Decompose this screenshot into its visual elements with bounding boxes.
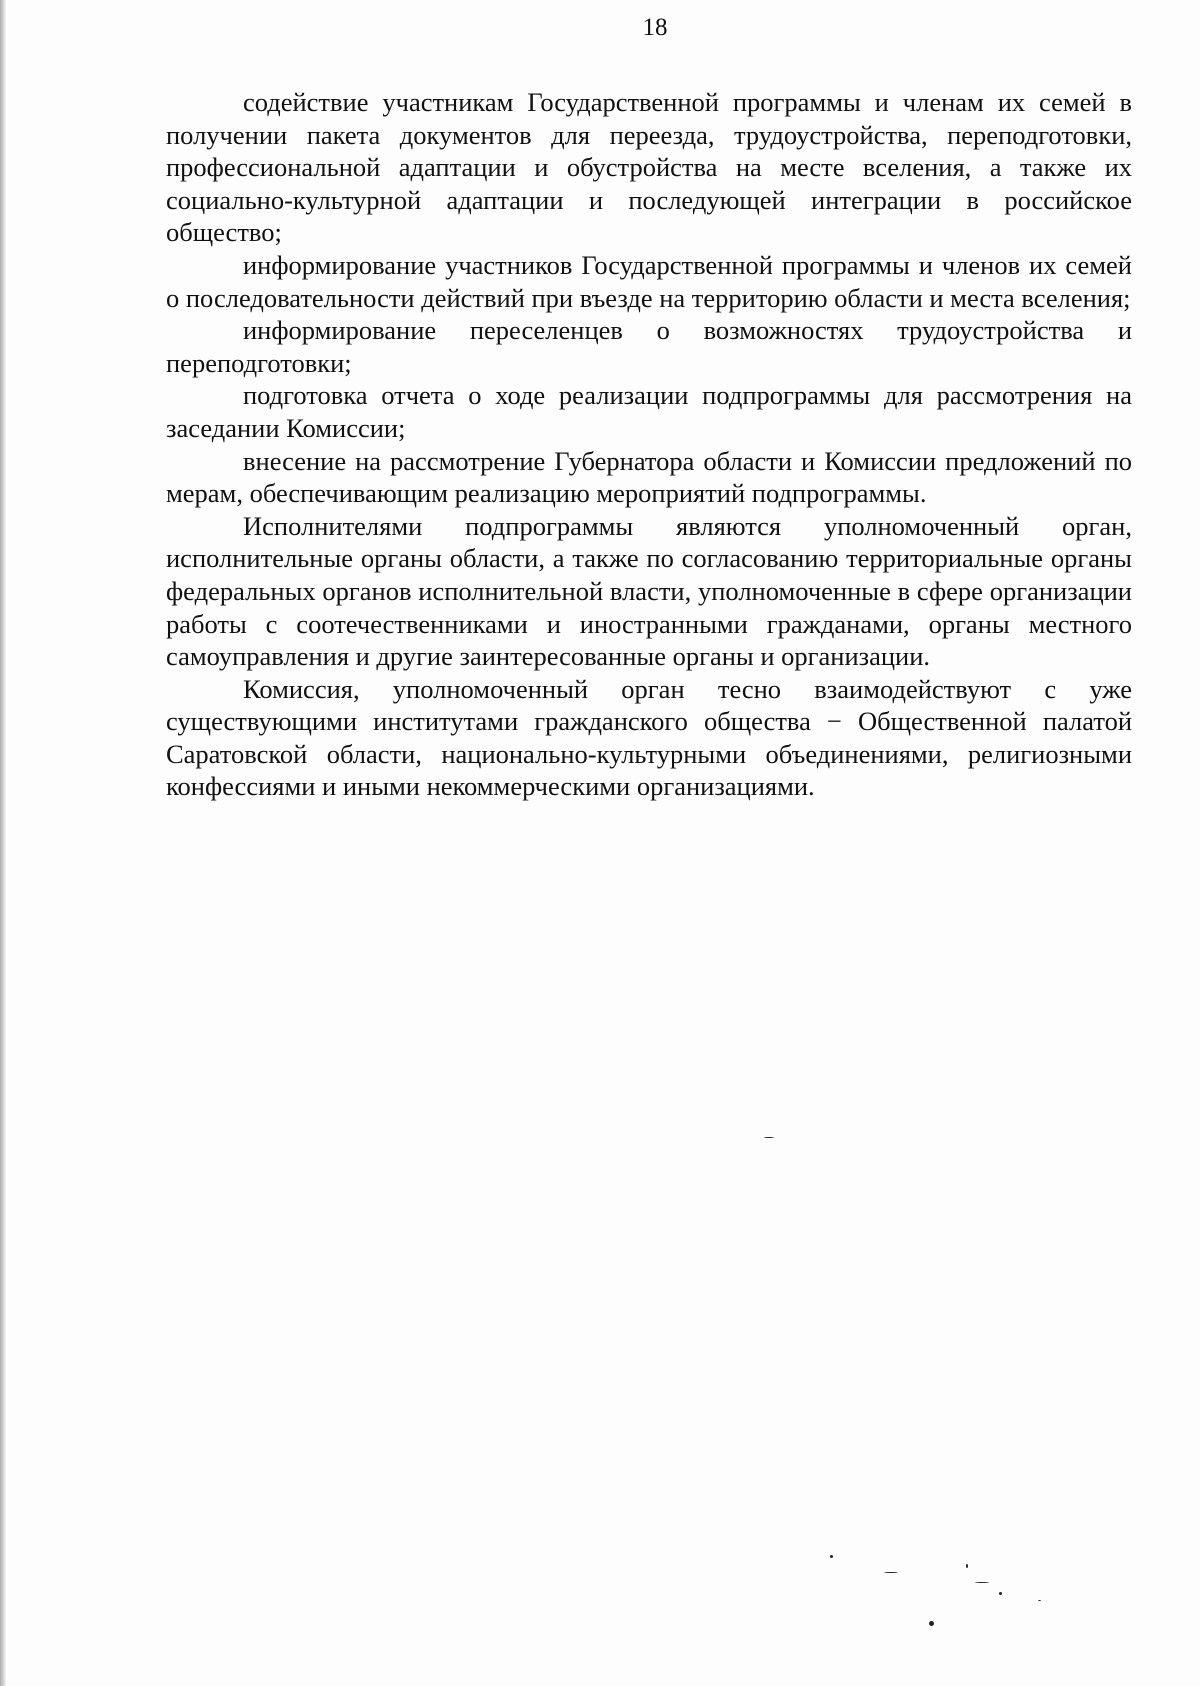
scan-speck (999, 1592, 1002, 1595)
paragraph-executors: Исполнителями подпрограммы являются уполномоченный орган, исполнительные органы области, а также по согласованию территориальные органы федеральных органов исполнительной власти, уполномоченные в сфере организации работы с соотечественниками и иностранными гражданами, органы местного самоуправления и другие заинтересованные органы и организации. (166, 510, 1132, 672)
scan-edge-shadow (0, 0, 6, 1686)
paragraph-informing-participants: информирование участников Государственной программы и членов их семей о последовательности действий при въезде на территорию области и места вселения; (166, 249, 1132, 313)
paragraph-assistance: содействие участникам Государственной программы и членам их семей в получении пакета документов для переезда, трудоустройства, переподготовки, профессиональной адаптации и обустройства на месте вселения, а также их социально-культурной адаптации и последующей интеграции в российское общество; (166, 87, 1132, 248)
paragraph-proposals: внесение на рассмотрение Губернатора области и Комиссии предложений по мерам, обеспечивающим реализацию мероприятий подпрограммы. (166, 445, 1132, 509)
scan-speck (884, 1572, 898, 1573)
paragraph-commission-cooperation: Комиссия, уполномоченный орган тесно взаимодействуют с уже существующими институтами гражданского общества − Общественной палатой Саратовской области, национально-культурными объединениями, религиозными конфессиями и иными некоммерческими организациями. (166, 673, 1132, 802)
paragraph-informing-migrants: информирование переселенцев о возможностях трудоустройства и переподготовки; (166, 315, 1132, 378)
scan-speck (830, 1555, 833, 1558)
body-text (166, 86, 1132, 803)
paragraph-report-preparation: подготовка отчета о ходе реализации подпрограммы для рассмотрения на заседании Комиссии; (166, 380, 1132, 443)
scan-speck (966, 1564, 968, 1568)
scan-speck (929, 1621, 934, 1626)
scan-speck (764, 1137, 774, 1138)
scan-speck (1038, 1600, 1041, 1601)
scan-speck (975, 1582, 989, 1583)
page-number: 18 (642, 14, 668, 41)
